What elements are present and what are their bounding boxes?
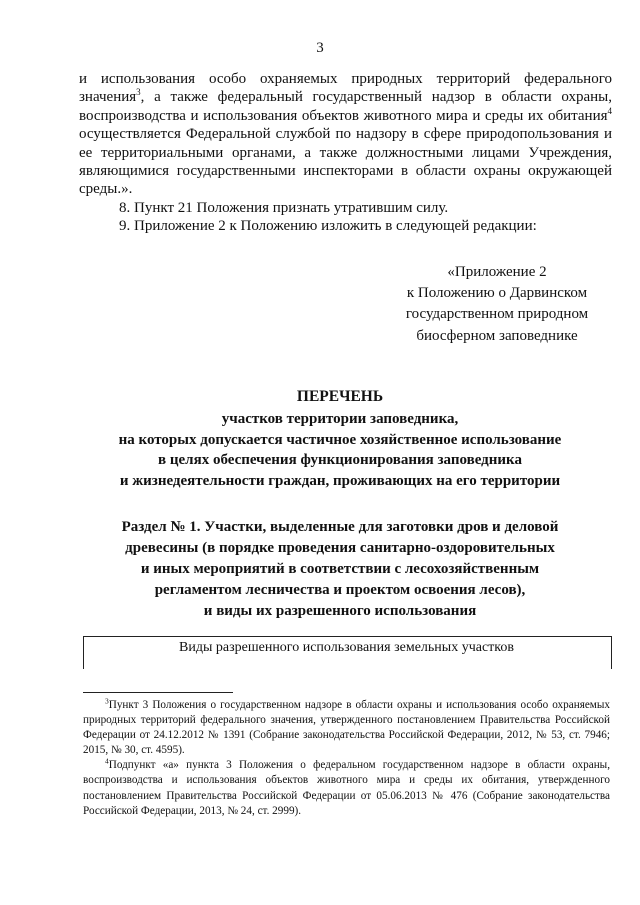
footnote-4-text: Подпункт «а» пункта 3 Положения о федеральном государственном надзоре в области охраны, воспроизводства и использования объектов животного мира и среды их обитания, утвержденного постановлением Правительства Российской Федерации от 05.06.2013 № 476 (Собрание законодательства Российской Федерации, 2013, № 24, ст. 2999). [83, 759, 610, 817]
section-line-4: регламентом лесничества и проектом освоения лесов), [154, 582, 526, 598]
footnote-3-marker: 3 [105, 696, 109, 706]
page-number: 3 [316, 40, 324, 56]
appendix-line-2: к Положению о Дарвинском [406, 285, 588, 302]
table-header: Виды разрешенного использования земельных участков [179, 640, 514, 655]
footnote-3 [83, 698, 610, 758]
subtitle-line-1: участков территории заповедника, [221, 411, 459, 427]
item-9: 9. Приложение 2 к Положению изложить в следующей редакции: [119, 218, 537, 235]
footnote-4 [83, 758, 610, 818]
appendix-line-3: государственном природном [405, 306, 589, 323]
paragraph-part3: осуществляется Федеральной службой по надзору в сфере природопользования и ее территориальными органами, а также должностными лицами Учреждения, являющимися государственными инспекторами в области охраны окружающей среды.». [79, 126, 612, 198]
footnotes [83, 698, 610, 819]
section-line-1: Раздел № 1. Участки, выделенные для заготовки дров и деловой [121, 519, 559, 535]
item-8: 8. Пункт 21 Положения признать утратившим силу. [119, 199, 449, 216]
appendix-line-4: биосферном заповеднике [416, 327, 578, 344]
paragraph-part2: , а также федеральный государственный надзор в области охраны, воспроизводства и использования объектов животного мира и среды их обитания [79, 89, 612, 124]
body-text [79, 70, 612, 236]
paragraph-part1: и использования особо охраняемых природных территорий федерального значения [79, 71, 612, 106]
subtitle-line-3: в целях обеспечения функционирования заповедника [158, 452, 522, 469]
footnote-ref-4: 4 [607, 105, 612, 116]
document-subtitle [60, 409, 620, 491]
appendix-line-1: «Приложение 2 [447, 264, 547, 280]
footnote-ref-3: 3 [136, 87, 141, 98]
subtitle-line-4: и жизнедеятельности граждан, проживающих на его территории [119, 472, 561, 489]
paragraph-continuation [79, 70, 612, 199]
section-line-3: и иных мероприятий в соответствии с лесохозяйственным [140, 561, 540, 577]
footnote-3-text: Пункт 3 Положения о государственном надзоре в области охраны и использования особо охраняемых природных территорий федерального значения, утвержденного постановлением Правительства Российской Федерации от 24.12.2012 № 1391 (Собрание законодательства Российской Федерации, 2012, № 53, ст. 7946; 2015, № 30, ст. 4595). [83, 699, 610, 757]
subtitle-line-2: на которых допускается частичное хозяйственное использование [118, 431, 562, 448]
section-heading [60, 517, 620, 622]
footnote-4-marker: 4 [105, 756, 109, 766]
appendix-reference [382, 262, 612, 347]
document-title: ПЕРЕЧЕНЬ [296, 388, 384, 405]
section-line-5: и виды их разрешенного использования [203, 603, 477, 619]
section-line-2: древесины (в порядке проведения санитарно-оздоровительных [125, 540, 555, 556]
footnote-divider [83, 692, 233, 693]
